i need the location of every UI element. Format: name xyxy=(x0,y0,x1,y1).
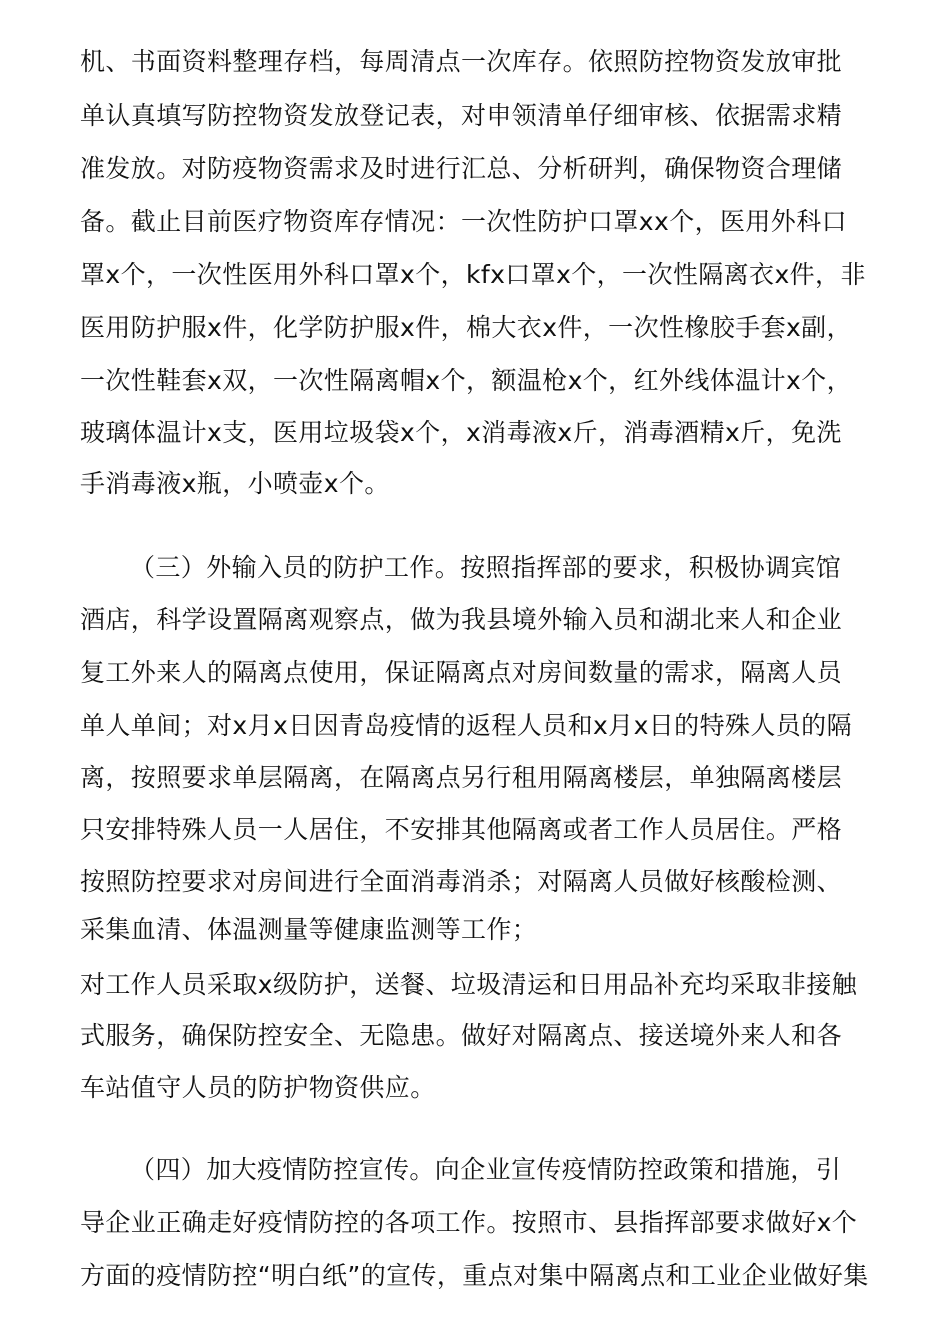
body-text-line: 一次性鞋套x双，一次性隔离帽x个，额温枪x个，红外线体温计x个， xyxy=(80,366,852,395)
section-heading-3: （三）外输入员的防护工作。按照指挥部的要求，积极协调宾馆 xyxy=(130,553,842,582)
body-text-line: 医用防护服x件，化学防护服x件，棉大衣x件，一次性橡胶手套x副， xyxy=(80,313,852,342)
body-text-line: 导企业正确走好疫情防控的各项工作。按照市、县指挥部要求做好x个 xyxy=(80,1208,858,1237)
body-text-line: 玻璃体温计x支，医用垃圾袋x个，x消毒液x斤，消毒酒精x斤，免洗 xyxy=(80,418,842,447)
section-heading-4: （四）加大疫情防控宣传。向企业宣传疫情防控政策和措施，引 xyxy=(130,1155,842,1184)
body-text-line: 酒店，科学设置隔离观察点，做为我县境外输入员和湖北来人和企业 xyxy=(80,605,843,634)
body-text-line: 采集血清、体温测量等健康监测等工作； xyxy=(80,915,538,944)
body-text-line: 车站值守人员的防护物资供应。 xyxy=(80,1073,436,1102)
body-text-line: 只安排特殊人员一人居住，不安排其他隔离或者工作人员居住。严格 xyxy=(80,815,843,844)
body-text-line: 按照防控要求对房间进行全面消毒消杀；对隔离人员做好核酸检测、 xyxy=(80,867,843,896)
body-text-line: 复工外来人的隔离点使用，保证隔离点对房间数量的需求，隔离人员 xyxy=(80,658,843,687)
body-text-line: 离，按照要求单层隔离，在隔离点另行租用隔离楼层，单独隔离楼层 xyxy=(80,763,843,792)
body-text-line: 对工作人员采取x级防护，送餐、垃圾清运和日用品补充均采取非接触 xyxy=(80,970,858,999)
body-text-line: 手消毒液x瓶，小喷壶x个。 xyxy=(80,469,390,498)
body-text-line: 机、书面资料整理存档，每周清点一次库存。依照防控物资发放审批 xyxy=(80,47,843,76)
body-text-line: 单人单间；对x月x日因青岛疫情的返程人员和x月x日的特殊人员的隔 xyxy=(80,711,852,740)
body-text-line: 方面的疫情防控“明白纸”的宣传，重点对集中隔离点和工业企业做好集 xyxy=(80,1261,869,1290)
body-text-line: 备。截止目前医疗物资库存情况：一次性防护口罩xx个，医用外科口 xyxy=(80,207,847,236)
body-text-line: 单认真填写防控物资发放登记表，对申领清单仔细审核、依据需求精 xyxy=(80,101,843,130)
body-text-line: 准发放。对防疫物资需求及时进行汇总、分析研判，确保物资合理储 xyxy=(80,154,843,183)
body-text-line: 罩x个，一次性医用外科口罩x个，kfx口罩x个，一次性隔离衣x件，非 xyxy=(80,260,866,289)
body-text-line: 式服务，确保防控安全、无隐患。做好对隔离点、接送境外来人和各 xyxy=(80,1021,843,1050)
